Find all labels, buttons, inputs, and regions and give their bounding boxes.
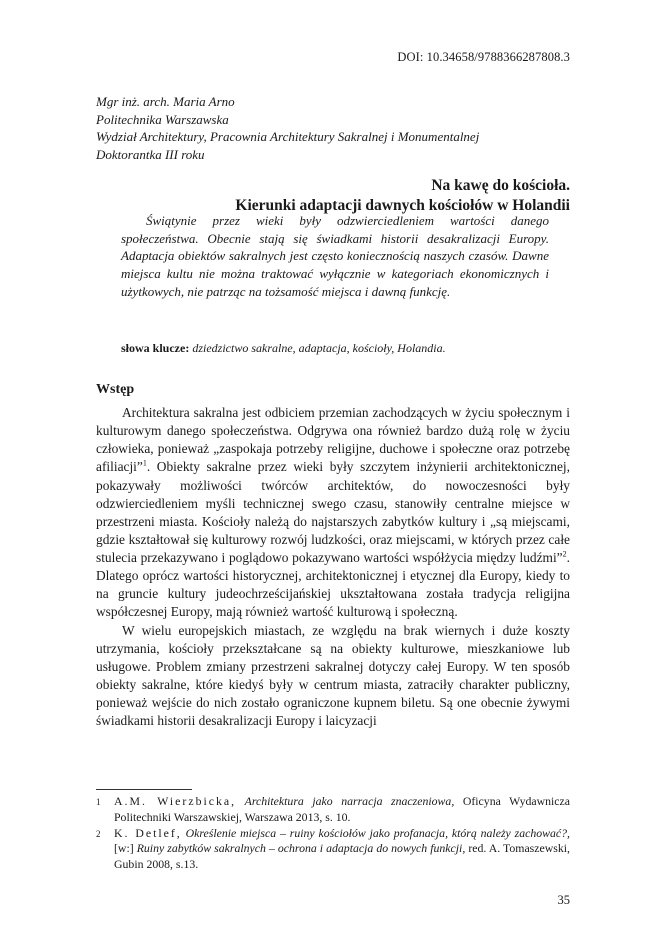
paragraph-1-part-b: . Obiekty sakralne przez wieki były szczytem inżynierii architektonicznej, pokazywały możliwości twórców architektów, do nowoczesności były odzwierciedleniem myśli technicznej swego czasu, stanowiły centralne miejsce w przestrzeni miasta. Kościoły należą do najstarszych zabytków kultury i „są miejscami, gdzie kształtował się kulturowy rozwój ludzkości, oraz miejscami, w których przez całe stulecia przekazywano i poglądowo pokazywano wartości współżycia między ludźmi” xyxy=(96,459,570,565)
footnote-publication: red. A. Tomaszewski, Gubin 2008, s.13. xyxy=(114,841,570,872)
keywords-value: dziedzictwo sakralne, adaptacja, kościoły, Holandia. xyxy=(192,341,446,355)
paragraph-1-part-c: . Dlatego oprócz wartości historycznej, architektonicznej i etycznej dla Europy, kiedy to na gruncie kultury judeochrześcijańskiej ukształtowana została tradycja religijna współczesnej Europy, mają również wartość kulturową i społeczną. xyxy=(96,550,570,620)
faculty: Wydział Architektury, Pracownia Architektury Sakralnej i Monumentalnej xyxy=(96,129,480,144)
paragraph-2: W wielu europejskich miastach, ze względu na brak wiernych i duże koszty utrzymania, kościoły przekształcane są na obiekty kulturowe, mieszkaniowe lub usługowe. Problem zmiany przestrzeni sakralnej dotyczy całej Europy. W ten sposób obiekty sakralne, które kiedyś były w centrum miasta, zatraciły charakter publiczny, ponieważ wejście do nich zostało ograniczone kupnem biletu. Są one obecnie żywymi świadkami historii desakralizacji Europy i laicyzacji xyxy=(96,622,570,729)
title-line-2: Kierunki adaptacji dawnych kościołów w Holandii xyxy=(235,196,570,214)
doi-identifier: DOI: 10.34658/9788366287808.3 xyxy=(397,50,570,64)
footnote-text xyxy=(114,826,570,873)
footnotes xyxy=(96,794,570,873)
footnote-in: [w:] xyxy=(114,841,134,856)
section-heading: Wstęp xyxy=(96,382,135,397)
keywords xyxy=(121,341,561,356)
body-text xyxy=(96,404,570,730)
paragraph-1 xyxy=(96,404,570,622)
footnote-publication: Oficyna Wydawnicza Politechniki Warszawskiej, Warszawa 2013, s. 10. xyxy=(114,794,571,824)
abstract xyxy=(121,212,549,301)
title-line-1: Na kawę do kościoła. xyxy=(431,177,570,194)
footnote-work-title: Określenie miejsca – ruiny kościołów jako profanacja, którą należy zachować?, xyxy=(185,825,570,840)
keywords-label: słowa klucze: xyxy=(121,341,190,355)
footnote-collection-title: Ruiny zabytków sakralnych – ochrona i adaptacja do nowych funkcji, xyxy=(136,841,466,856)
abstract-text: Świątynie przez wieki były odzwierciedleniem wartości danego społeczeństwa. Obecnie stają się świadkami historii desakralizacji Europy. Adaptacja obiektów sakralnych jest często koniecznością naszych czasów. Dawne miejsca kultu nie można traktować wyłącznie w kategoriach ekonomicznych i użytkowych, nie patrząc na tożsamość miejsca i dawną funkcję. xyxy=(121,213,549,299)
paper-title xyxy=(96,176,570,215)
footnote-number: 1 xyxy=(96,797,101,807)
page-number: 35 xyxy=(557,893,570,907)
author-name: Mgr inż. arch. Maria Arno xyxy=(96,94,235,109)
author-affiliation xyxy=(96,93,576,163)
footnote-text xyxy=(114,794,570,826)
footnote-divider xyxy=(96,789,192,790)
footnote-author: K. Detlef, xyxy=(114,825,182,840)
university: Politechnika Warszawska xyxy=(96,111,229,127)
paragraph-1-part-a: Architektura sakralna jest odbiciem przemian zachodzących w życiu społecznym i kulturowym danego społeczeństwa. Odgrywa ona również bardzo dużą rolę w życiu człowieka, ponieważ „zaspokaja potrzeby religijne, duchowe i społeczne oraz potrzebę afiliacji” xyxy=(96,405,570,475)
footnote-1 xyxy=(96,794,570,826)
footnote-work-title: Architektura jako narracja znaczeniowa, xyxy=(244,794,455,808)
footnote-number: 2 xyxy=(96,828,101,839)
footnote-ref-1[interactable]: 1 xyxy=(142,458,147,468)
footnote-2 xyxy=(96,826,570,873)
footnote-ref-2[interactable]: 2 xyxy=(562,549,567,559)
footnote-author: A.M. Wierzbicka, xyxy=(114,794,237,808)
author-status: Doktorantka III roku xyxy=(96,146,205,162)
